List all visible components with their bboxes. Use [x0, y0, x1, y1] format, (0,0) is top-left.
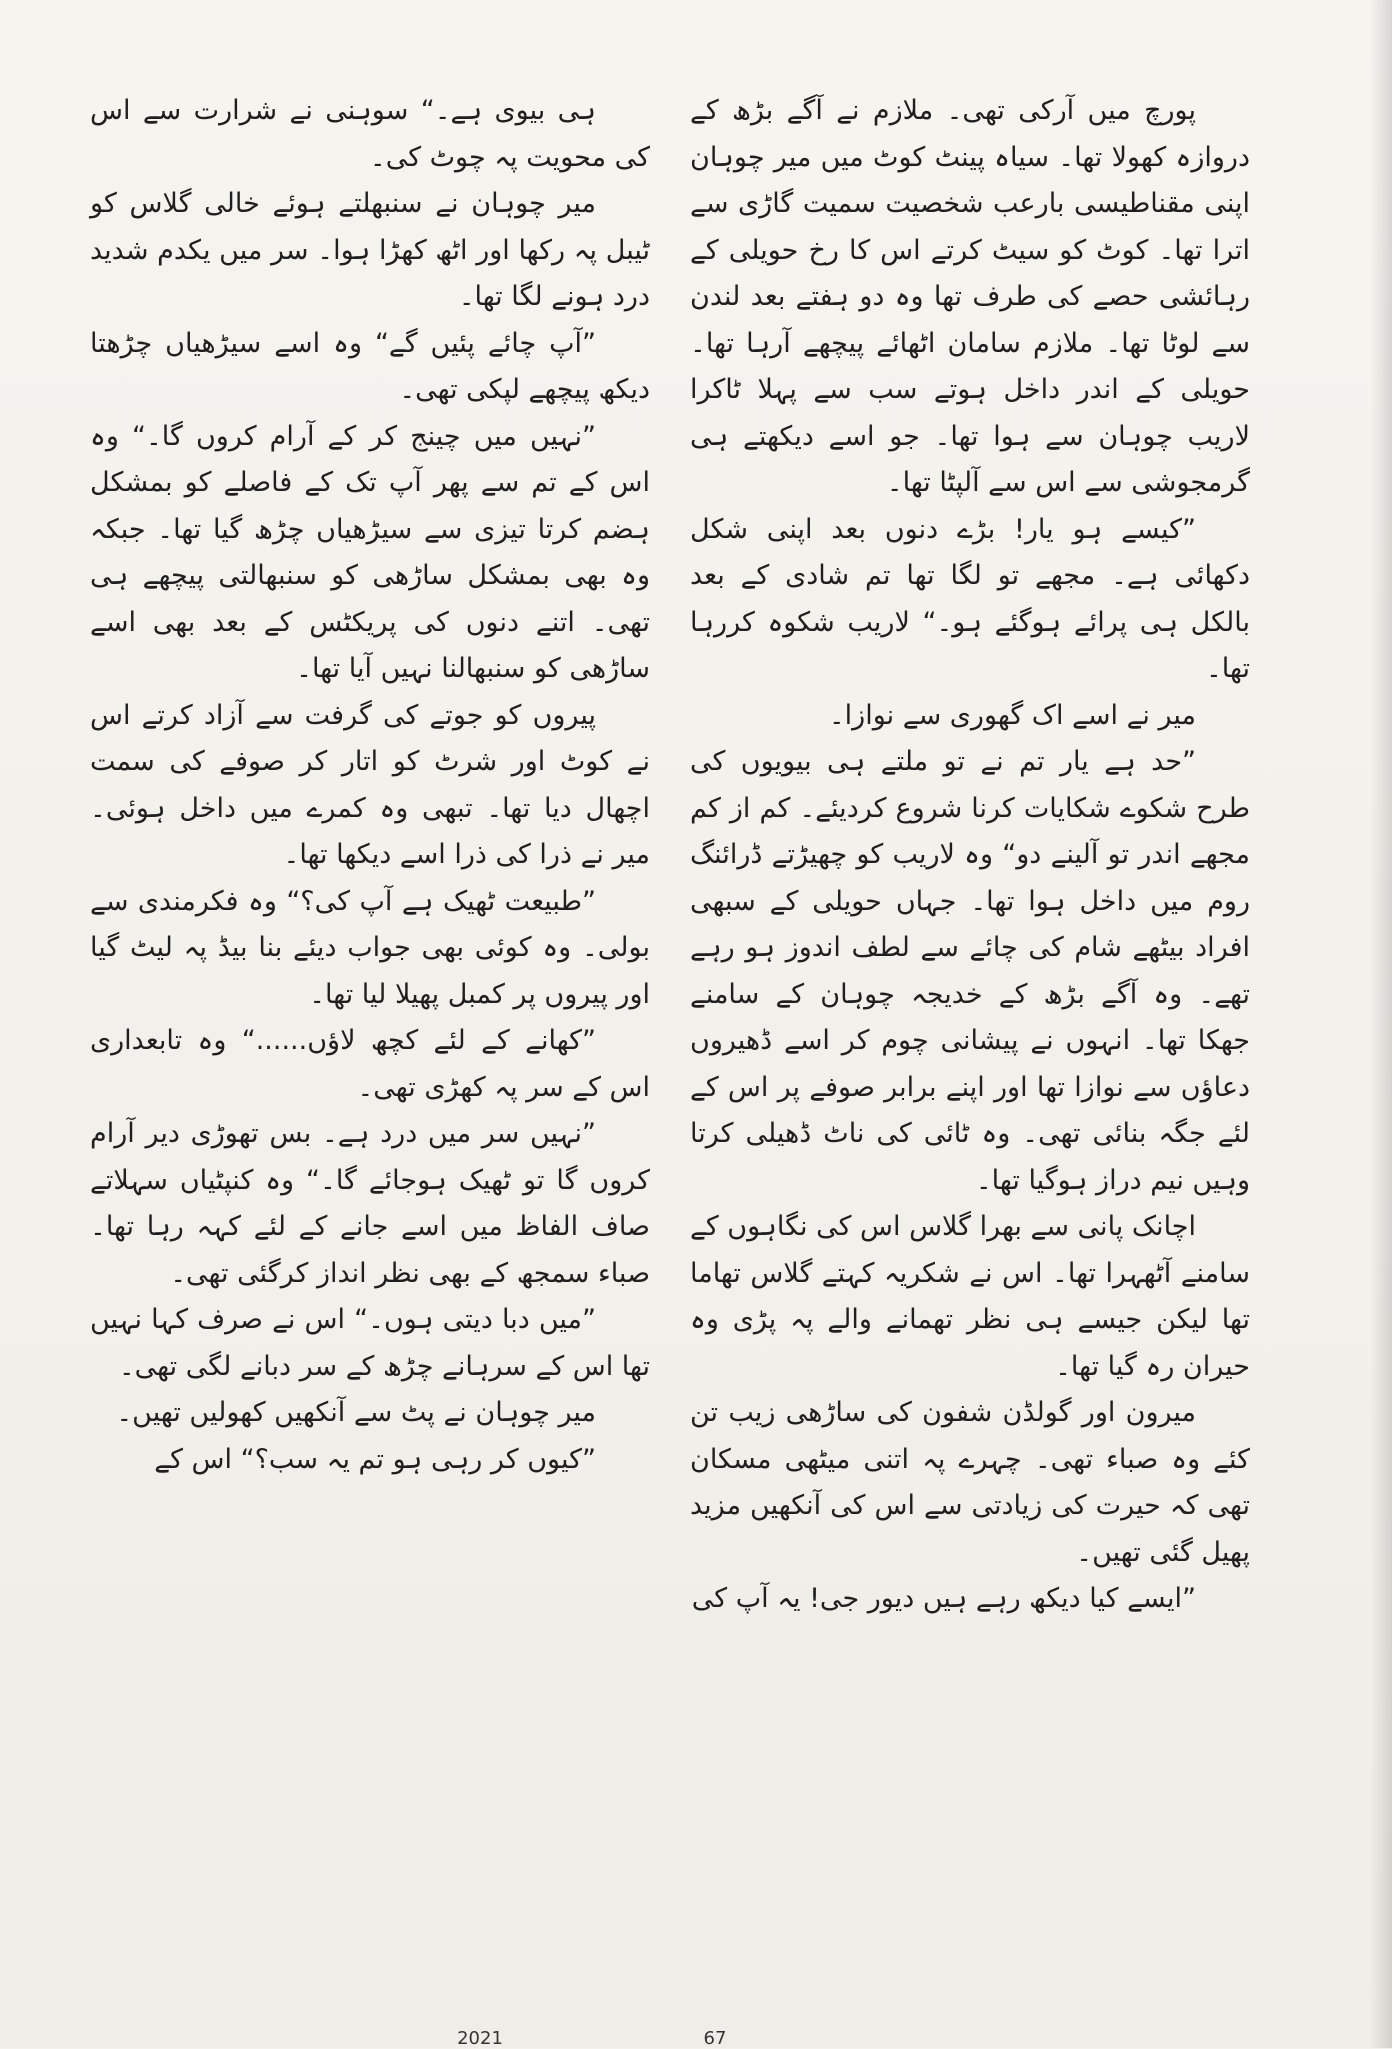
paragraph: ”حد ہے یار تم نے تو ملتے ہی بیویوں کی طرح شکوے شکایات کرنا شروع کردیئے۔ کم از کم مجھے اندر تو آلینے دو“ وہ لاریب کو چھیڑتے ڈرائنگ روم میں داخل ہوا تھا۔ جہاں حویلی کے سبھی افراد بیٹھے شام کی چائے سے لطف اندوز ہو رہے تھے۔ وہ آگے بڑھ کے خدیجہ چوہان کے سامنے جھکا تھا۔ انہوں نے پیشانی چوم کر اسے ڈھیروں دعاؤں سے نوازا تھا اور اپنے برابر صوفے پر اس کے لئے جگہ بنائی تھی۔ وہ ٹائی کی ناٹ ڈھیلی کرتا وہیں نیم دراز ہوگیا تھا۔ — [690, 746, 1250, 1196]
paragraph: ”آپ چائے پئیں گے“ وہ اسے سیڑھیاں چڑھتا دیکھ پیچھے لپکی تھی۔ — [90, 327, 650, 405]
paragraph: پورچ میں آرکی تھی۔ ملازم نے آگے بڑھ کے دروازہ کھولا تھا۔ سیاہ پینٹ کوٹ میں میر چوہان اپنی مقناطیسی بارعب شخصیت سمیت گاڑی سے اترا تھا۔ کوٹ کو سیٹ کرتے اس کا رخ حویلی کے رہائشی حصے کی طرف تھا وہ دو ہفتے بعد لندن سے لوٹا تھا۔ ملازم سامان اٹھائے پیچھے آرہا تھا۔ حویلی کے اندر داخل ہوتے سب سے پہلا ٹاکرا لاریب چوہان سے ہوا تھا۔ جو اسے دیکھتے ہی گرمجوشی سے اس سے آلپٹا تھا۔ — [690, 95, 1250, 498]
paragraph: ”ایسے کیا دیکھ رہے ہیں دیور جی! یہ آپ کی — [691, 1583, 1196, 1614]
paragraph: ”نہیں میں چینج کر کے آرام کروں گا۔“ وہ اس کے تم سے پھر آپ تک کے فاصلے کو بمشکل ہضم کرتا تیزی سے سیڑھیاں چڑھ گیا تھا۔ جبکہ وہ بھی بمشکل ساڑھی کو سنبھالتی پیچھے ہی تھی۔ اتنے دنوں کی پریکٹس کے بعد بھی اسے ساڑھی کو سنبھالنا نہیں آیا تھا۔ — [90, 420, 650, 684]
page-edge-shadow — [1370, 0, 1392, 2048]
paragraph: میرون اور گولڈن شفون کی ساڑھی زیب تن کئے وہ صباء تھی۔ چہرے پہ اتنی میٹھی مسکان تھی کہ حیرت کی زیادتی سے اس کی آنکھیں مزید پھیل گئی تھیں۔ — [690, 1397, 1250, 1568]
paragraph: ہی بیوی ہے۔“ سوہنی نے شرارت سے اس کی محویت پہ چوٹ کی۔ — [90, 95, 650, 173]
paragraph: پیروں کو جوتے کی گرفت سے آزاد کرتے اس نے کوٹ اور شرٹ کو اتار کر صوفے کی سمت اچھال دیا تھا۔ تبھی وہ کمرے میں داخل ہوئی۔ میر نے ذرا کی ذرا اسے دیکھا تھا۔ — [90, 699, 650, 870]
paragraph: ”میں دبا دیتی ہوں۔“ اس نے صرف کہا نہیں تھا اس کے سرہانے چڑھ کے سر دبانے لگی تھی۔ — [90, 1304, 650, 1382]
paragraph: ”کیسے ہو یار! بڑے دنوں بعد اپنی شکل دکھائی ہے۔ مجھے تو لگا تھا تم شادی کے بعد بالکل ہی پرائے ہوگئے ہو۔“ لاریب شکوہ کررہا تھا۔ — [690, 513, 1250, 684]
paragraph: اچانک پانی سے بھرا گلاس اس کی نگاہوں کے سامنے آٹھہرا تھا۔ اس نے شکریہ کہتے گلاس تھاما تھا لیکن جیسے ہی نظر تھمانے والے پہ پڑی وہ حیران رہ گیا تھا۔ — [690, 1211, 1250, 1382]
paragraph: میر چوہان نے پٹ سے آنکھیں کھولیں تھیں۔ — [116, 1397, 596, 1428]
right-text-column — [690, 88, 1250, 1623]
paragraph: میر چوہان نے سنبھلتے ہوئے خالی گلاس کو ٹیبل پہ رکھا اور اٹھ کھڑا ہوا۔ سر میں یکدم شدید درد ہونے لگا تھا۔ — [90, 188, 650, 312]
page-number: 67 — [703, 2028, 727, 2049]
paragraph: ”نہیں سر میں درد ہے۔ بس تھوڑی دیر آرام کروں گا تو ٹھیک ہوجائے گا۔“ وہ کنپٹیاں سہلاتے صاف الفاظ میں اسے جانے کے لئے کہہ رہا تھا۔ صباء سمجھ کے بھی نظر انداز کرگئی تھی۔ — [90, 1118, 650, 1289]
paragraph: ”کھانے کے لئے کچھ لاؤں......“ وہ تابعداری اس کے سر پہ کھڑی تھی۔ — [90, 1025, 650, 1103]
left-text-column — [90, 88, 650, 1483]
footer-year: 2021 — [457, 2028, 503, 2049]
paragraph: ”طبیعت ٹھیک ہے آپ کی؟“ وہ فکرمندی سے بولی۔ وہ کوئی بھی جواب دیئے بنا بیڈ پہ لیٹ گیا اور پیروں پر کمبل پھیلا لیا تھا۔ — [90, 885, 650, 1010]
paragraph: میر نے اسے اک گھوری سے نوازا۔ — [828, 699, 1196, 731]
paragraph: ”کیوں کر رہی ہو تم یہ سب؟“ اس کے — [154, 1443, 596, 1475]
